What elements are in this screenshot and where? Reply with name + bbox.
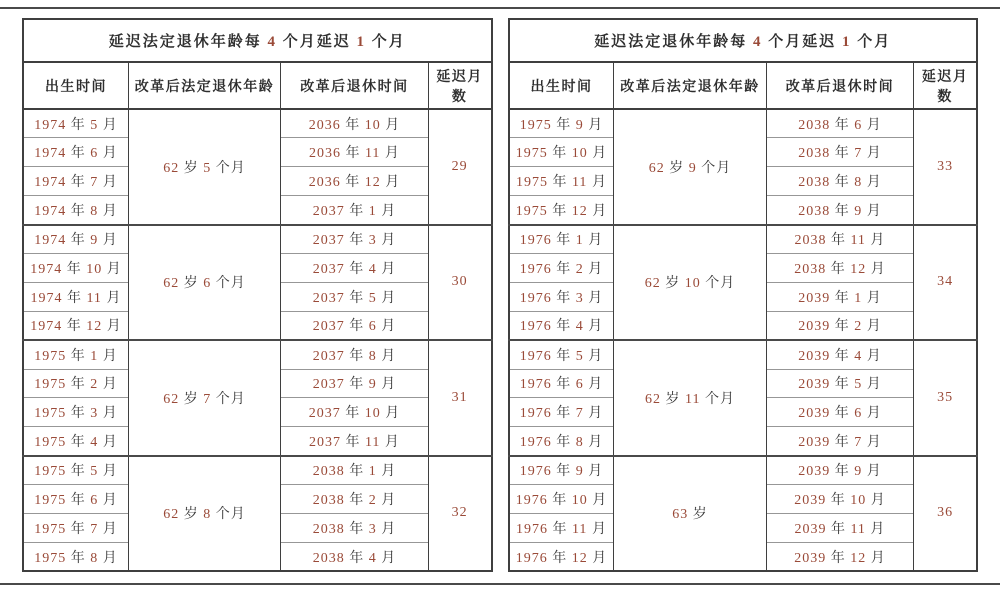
delay-months-cell <box>914 456 977 572</box>
numeric-text: 1976 <box>519 319 552 335</box>
numeric-text: 1976 <box>519 377 552 393</box>
numeric-text: 62 <box>163 507 180 523</box>
birth-date-cell: 1974 年 11 月 <box>23 282 128 311</box>
numeric-text: 4 <box>368 261 377 277</box>
retirement-date-cell: 2036 年 10 月 <box>281 109 429 138</box>
retirement-age-cell: 62 岁 10 个月 <box>614 225 766 341</box>
retirement-date-cell: 2036 年 11 月 <box>281 138 429 167</box>
numeric-text: 9 <box>688 160 697 176</box>
numeric-text: 12 <box>571 203 588 219</box>
numeric-text: 11 <box>364 434 381 450</box>
retirement-age-cell: 62 岁 11 个月 <box>614 340 766 456</box>
numeric-text: 11 <box>86 290 102 306</box>
numeric-text: 1 <box>854 290 863 306</box>
numeric-text: 2038 <box>794 233 827 249</box>
numeric-text: 5 <box>90 464 99 480</box>
col-header-statutory-retirement-age: 改革后法定退休年龄 <box>128 62 280 109</box>
numeric-text: 62 <box>645 391 662 407</box>
retirement-date-cell: 2037 年 1 月 <box>281 196 429 225</box>
numeric-text: 7 <box>575 406 584 422</box>
numeric-text: 5 <box>854 377 863 393</box>
retirement-date-cell: 2037 年 4 月 <box>281 253 429 282</box>
numeric-text: 7 <box>90 175 99 191</box>
numeric-text: 6 <box>203 276 212 292</box>
numeric-text: 2039 <box>798 290 831 306</box>
numeric-text: 2038 <box>798 175 831 191</box>
numeric-text: 62 <box>163 391 180 407</box>
retirement-age-cell: 62 岁 8 个月 <box>128 456 280 572</box>
retirement-date-cell: 2039 年 5 月 <box>766 369 914 398</box>
numeric-text: 8 <box>90 203 99 219</box>
retirement-age-cell: 63 岁 <box>614 456 766 572</box>
numeric-text: 1974 <box>34 233 67 249</box>
numeric-text: 10 <box>571 146 588 162</box>
numeric-text: 1976 <box>519 348 552 364</box>
birth-date-cell: 1976 年 4 月 <box>509 311 614 340</box>
numeric-text: 1975 <box>515 175 548 191</box>
table-row <box>509 109 978 138</box>
numeric-text: 2039 <box>798 406 831 422</box>
numeric-text: 2036 <box>308 146 341 162</box>
numeric-text: 2038 <box>798 203 831 219</box>
numeric-text: 2 <box>90 377 99 393</box>
numeric-text: 2037 <box>308 434 341 450</box>
table-title: 延迟法定退休年龄每 4 个月延迟 1 个月 <box>509 19 978 62</box>
numeric-text: 8 <box>854 175 863 191</box>
birth-date-cell: 1976 年 1 月 <box>509 225 614 254</box>
numeric-text: 10 <box>364 117 381 133</box>
table-title: 延迟法定退休年龄每 4 个月延迟 1 个月 <box>23 19 492 62</box>
birth-date-cell: 1974 年 7 月 <box>23 167 128 196</box>
retirement-date-cell: 2039 年 12 月 <box>766 542 914 571</box>
retirement-date-cell: 2038 年 4 月 <box>281 542 429 571</box>
birth-date-cell: 1974 年 9 月 <box>23 225 128 254</box>
numeric-text: 1974 <box>34 117 67 133</box>
numeric-text: 1976 <box>519 406 552 422</box>
numeric-text: 4 <box>752 34 763 50</box>
birth-date-cell: 1976 年 2 月 <box>509 253 614 282</box>
numeric-text: 1975 <box>519 117 552 133</box>
numeric-text: 5 <box>203 160 212 176</box>
retirement-date-cell: 2039 年 9 月 <box>766 456 914 485</box>
numeric-text: 5 <box>90 117 99 133</box>
table-row <box>509 340 978 369</box>
numeric-text: 2037 <box>312 290 345 306</box>
numeric-text: 10 <box>850 493 867 509</box>
birth-date-cell: 1976 年 11 月 <box>509 513 614 542</box>
numeric-text: 6 <box>854 406 863 422</box>
numeric-text: 2037 <box>312 377 345 393</box>
table-row <box>509 456 978 485</box>
numeric-text: 62 <box>163 160 180 176</box>
col-header-retirement-date: 改革后退休时间 <box>766 62 914 109</box>
retirement-date-cell: 2039 年 2 月 <box>766 311 914 340</box>
numeric-text: 2038 <box>794 261 827 277</box>
retirement-age-cell: 62 岁 9 个月 <box>614 109 766 225</box>
numeric-text: 9 <box>854 203 863 219</box>
numeric-text: 2037 <box>308 406 341 422</box>
numeric-text: 11 <box>850 233 866 249</box>
numeric-text: 1976 <box>515 493 548 509</box>
numeric-text: 1974 <box>34 146 67 162</box>
retirement-date-cell: 2037 年 10 月 <box>281 398 429 427</box>
col-header-delay-months: 延迟月数 <box>428 62 491 109</box>
numeric-text: 8 <box>203 507 212 523</box>
retirement-date-cell: 2039 年 6 月 <box>766 398 914 427</box>
col-header-birth-date: 出生时间 <box>509 62 614 109</box>
retirement-date-cell: 2037 年 5 月 <box>281 282 429 311</box>
numeric-text: 2039 <box>794 521 827 537</box>
numeric-text: 1975 <box>515 146 548 162</box>
numeric-text: 2038 <box>312 493 345 509</box>
numeric-text: 9 <box>368 377 377 393</box>
numeric-text: 7 <box>854 434 863 450</box>
numeric-text: 12 <box>364 175 381 191</box>
numeric-text: 6 <box>854 117 863 133</box>
numeric-text: 4 <box>575 319 584 335</box>
numeric-text: 6 <box>90 493 99 509</box>
numeric-text: 2039 <box>794 550 827 566</box>
numeric-text: 4 <box>368 550 377 566</box>
retirement-date-cell: 2037 年 9 月 <box>281 369 429 398</box>
table-row <box>509 225 978 254</box>
delay-months-cell <box>428 109 491 225</box>
retirement-date-cell: 2038 年 3 月 <box>281 513 429 542</box>
numeric-text: 2037 <box>312 348 345 364</box>
birth-date-cell: 1974 年 6 月 <box>23 138 128 167</box>
table-header-row <box>23 62 492 109</box>
numeric-text: 1975 <box>34 493 67 509</box>
retirement-date-cell: 2038 年 2 月 <box>281 485 429 514</box>
numeric-text: 8 <box>575 434 584 450</box>
numeric-text: 10 <box>364 406 381 422</box>
numeric-text: 2039 <box>798 319 831 335</box>
numeric-text: 30 <box>451 274 468 290</box>
numeric-text: 1976 <box>519 233 552 249</box>
retirement-age-cell: 62 岁 6 个月 <box>128 225 280 341</box>
numeric-text: 8 <box>368 348 377 364</box>
birth-date-cell: 1975 年 7 月 <box>23 513 128 542</box>
numeric-text: 1 <box>356 34 366 50</box>
retirement-date-cell: 2039 年 11 月 <box>766 513 914 542</box>
retirement-date-cell: 2038 年 7 月 <box>766 138 914 167</box>
numeric-text: 8 <box>90 550 99 566</box>
table-row <box>23 225 492 254</box>
numeric-text: 36 <box>937 505 954 521</box>
birth-date-cell: 1976 年 3 月 <box>509 282 614 311</box>
numeric-text: 12 <box>850 550 867 566</box>
numeric-text: 6 <box>90 146 99 162</box>
numeric-text: 1 <box>842 34 852 50</box>
birth-date-cell: 1974 年 10 月 <box>23 253 128 282</box>
numeric-text: 9 <box>575 464 584 480</box>
numeric-text: 62 <box>648 160 665 176</box>
retirement-date-cell: 2037 年 3 月 <box>281 225 429 254</box>
numeric-text: 4 <box>90 434 99 450</box>
birth-date-cell: 1976 年 8 月 <box>509 427 614 456</box>
birth-date-cell: 1975 年 6 月 <box>23 485 128 514</box>
numeric-text: 4 <box>267 34 277 50</box>
col-header-statutory-retirement-age: 改革后法定退休年龄 <box>614 62 766 109</box>
numeric-text: 1975 <box>34 406 67 422</box>
numeric-text: 2038 <box>312 464 345 480</box>
numeric-text: 2039 <box>798 377 831 393</box>
retirement-table-left <box>22 18 493 572</box>
delay-months-cell <box>428 456 491 572</box>
numeric-text: 12 <box>571 550 588 566</box>
top-horizontal-rule <box>0 7 1000 9</box>
numeric-text: 1975 <box>34 550 67 566</box>
retirement-date-cell: 2039 年 4 月 <box>766 340 914 369</box>
delay-months-cell <box>428 225 491 341</box>
bottom-horizontal-rule <box>0 583 1000 585</box>
numeric-text: 32 <box>451 505 468 521</box>
numeric-text: 5 <box>575 348 584 364</box>
numeric-text: 5 <box>368 290 377 306</box>
retirement-table-right <box>508 18 979 572</box>
retirement-date-cell: 2039 年 10 月 <box>766 485 914 514</box>
numeric-text: 2037 <box>312 319 345 335</box>
col-header-delay-months: 延迟月数 <box>914 62 977 109</box>
numeric-text: 2036 <box>308 175 341 191</box>
numeric-text: 11 <box>571 175 588 191</box>
delay-months-cell <box>914 225 977 341</box>
birth-date-cell: 1975 年 2 月 <box>23 369 128 398</box>
birth-date-cell: 1975 年 1 月 <box>23 340 128 369</box>
col-header-birth-date: 出生时间 <box>23 62 128 109</box>
numeric-text: 11 <box>685 391 701 407</box>
numeric-text: 2039 <box>798 434 831 450</box>
numeric-text: 10 <box>684 276 701 292</box>
numeric-text: 12 <box>86 319 103 335</box>
numeric-text: 10 <box>571 493 588 509</box>
retirement-date-cell: 2039 年 1 月 <box>766 282 914 311</box>
numeric-text: 2 <box>575 261 584 277</box>
numeric-text: 2039 <box>794 493 827 509</box>
birth-date-cell: 1976 年 7 月 <box>509 398 614 427</box>
numeric-text: 1974 <box>34 175 67 191</box>
numeric-text: 1974 <box>34 203 67 219</box>
numeric-text: 2039 <box>798 464 831 480</box>
numeric-text: 2036 <box>308 117 341 133</box>
tables-container <box>22 18 978 572</box>
numeric-text: 1 <box>368 203 377 219</box>
numeric-text: 1975 <box>34 434 67 450</box>
numeric-text: 62 <box>163 276 180 292</box>
numeric-text: 2037 <box>312 203 345 219</box>
numeric-text: 1975 <box>34 348 67 364</box>
numeric-text: 1 <box>368 464 377 480</box>
numeric-text: 9 <box>575 117 584 133</box>
birth-date-cell: 1975 年 4 月 <box>23 427 128 456</box>
numeric-text: 62 <box>644 276 661 292</box>
retirement-date-cell: 2037 年 6 月 <box>281 311 429 340</box>
numeric-text: 2037 <box>312 233 345 249</box>
delay-months-cell <box>914 340 977 456</box>
numeric-text: 1 <box>575 233 584 249</box>
numeric-text: 3 <box>575 290 584 306</box>
numeric-text: 11 <box>571 521 588 537</box>
retirement-date-cell: 2038 年 11 月 <box>766 225 914 254</box>
table-row <box>23 340 492 369</box>
table-title-row <box>509 19 978 62</box>
numeric-text: 3 <box>368 521 377 537</box>
numeric-text: 1975 <box>515 203 548 219</box>
numeric-text: 3 <box>368 233 377 249</box>
table-header-row <box>509 62 978 109</box>
numeric-text: 1976 <box>519 261 552 277</box>
numeric-text: 2039 <box>798 348 831 364</box>
numeric-text: 2037 <box>312 261 345 277</box>
retirement-date-cell: 2038 年 9 月 <box>766 196 914 225</box>
numeric-text: 12 <box>850 261 867 277</box>
table-title-row <box>23 19 492 62</box>
numeric-text: 3 <box>90 406 99 422</box>
delay-months-cell <box>428 340 491 456</box>
table-body <box>23 109 492 571</box>
numeric-text: 1975 <box>34 377 67 393</box>
birth-date-cell: 1974 年 8 月 <box>23 196 128 225</box>
retirement-date-cell: 2036 年 12 月 <box>281 167 429 196</box>
birth-date-cell: 1975 年 8 月 <box>23 542 128 571</box>
birth-date-cell: 1975 年 5 月 <box>23 456 128 485</box>
numeric-text: 1975 <box>34 521 67 537</box>
numeric-text: 1976 <box>519 464 552 480</box>
retirement-date-cell: 2037 年 8 月 <box>281 340 429 369</box>
numeric-text: 1975 <box>34 464 67 480</box>
col-header-retirement-date: 改革后退休时间 <box>281 62 429 109</box>
table-body <box>509 109 978 571</box>
retirement-date-cell: 2038 年 6 月 <box>766 109 914 138</box>
numeric-text: 7 <box>203 391 212 407</box>
birth-date-cell: 1975 年 12 月 <box>509 196 614 225</box>
numeric-text: 2 <box>368 493 377 509</box>
numeric-text: 34 <box>937 274 954 290</box>
numeric-text: 29 <box>451 158 468 174</box>
numeric-text: 10 <box>86 261 103 277</box>
birth-date-cell: 1975 年 10 月 <box>509 138 614 167</box>
birth-date-cell: 1976 年 9 月 <box>509 456 614 485</box>
retirement-age-cell: 62 岁 5 个月 <box>128 109 280 225</box>
birth-date-cell: 1976 年 6 月 <box>509 369 614 398</box>
birth-date-cell: 1975 年 9 月 <box>509 109 614 138</box>
retirement-date-cell: 2037 年 11 月 <box>281 427 429 456</box>
table-row <box>23 109 492 138</box>
numeric-text: 11 <box>364 146 381 162</box>
retirement-age-cell: 62 岁 7 个月 <box>128 340 280 456</box>
table-row <box>23 456 492 485</box>
numeric-text: 6 <box>575 377 584 393</box>
birth-date-cell: 1975 年 11 月 <box>509 167 614 196</box>
numeric-text: 7 <box>854 146 863 162</box>
birth-date-cell: 1976 年 10 月 <box>509 485 614 514</box>
numeric-text: 1976 <box>515 550 548 566</box>
numeric-text: 2038 <box>312 550 345 566</box>
numeric-text: 2038 <box>312 521 345 537</box>
numeric-text: 31 <box>451 389 468 405</box>
numeric-text: 33 <box>937 158 954 174</box>
numeric-text: 9 <box>90 233 99 249</box>
numeric-text: 9 <box>854 464 863 480</box>
birth-date-cell: 1976 年 12 月 <box>509 542 614 571</box>
birth-date-cell: 1974 年 12 月 <box>23 311 128 340</box>
numeric-text: 1974 <box>30 290 63 306</box>
numeric-text: 7 <box>90 521 99 537</box>
numeric-text: 11 <box>850 521 866 537</box>
numeric-text: 6 <box>368 319 377 335</box>
retirement-date-cell: 2038 年 1 月 <box>281 456 429 485</box>
retirement-date-cell: 2038 年 8 月 <box>766 167 914 196</box>
birth-date-cell: 1975 年 3 月 <box>23 398 128 427</box>
delay-months-cell <box>914 109 977 225</box>
retirement-date-cell: 2039 年 7 月 <box>766 427 914 456</box>
numeric-text: 1974 <box>30 261 63 277</box>
numeric-text: 1 <box>90 348 99 364</box>
numeric-text: 2038 <box>798 146 831 162</box>
retirement-date-cell: 2038 年 12 月 <box>766 253 914 282</box>
numeric-text: 1976 <box>519 434 552 450</box>
birth-date-cell: 1976 年 5 月 <box>509 340 614 369</box>
numeric-text: 2 <box>854 319 863 335</box>
numeric-text: 4 <box>854 348 863 364</box>
numeric-text: 1974 <box>30 319 63 335</box>
numeric-text: 1976 <box>519 290 552 306</box>
birth-date-cell: 1974 年 5 月 <box>23 109 128 138</box>
numeric-text: 35 <box>937 389 954 405</box>
numeric-text: 2038 <box>798 117 831 133</box>
numeric-text: 63 <box>672 507 689 523</box>
numeric-text: 1976 <box>515 521 548 537</box>
